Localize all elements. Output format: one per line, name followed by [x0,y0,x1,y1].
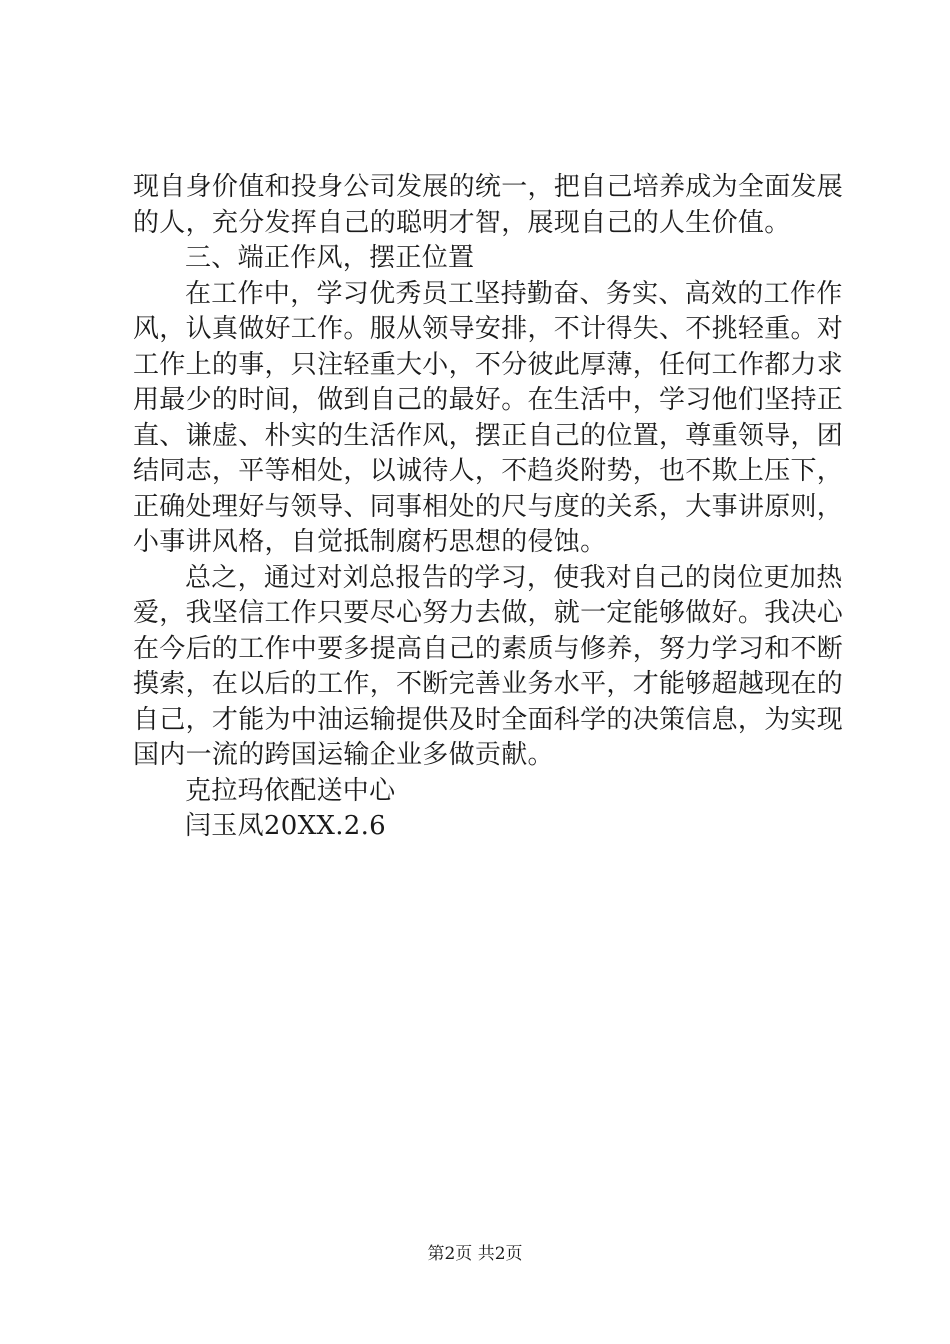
paragraph-line: 结同志，平等相处，以诚待人，不趋炎附势，也不欺上压下， [133,456,844,486]
paragraph-line: 爱，我坚信工作只要尽心努力去做，就一定能够做好。我决心 [133,598,844,628]
paragraph-line: 用最少的时间，做到自己的最好。在生活中，学习他们坚持正 [133,385,844,415]
paragraph-line: 的人，充分发挥自己的聪明才智，展现自己的人生价值。 [133,207,791,238]
signature-author-date: 闫玉凤20XX.2.6 [185,811,387,841]
paragraph-line: 总之，通过对刘总报告的学习，使我对自己的岗位更加热 [185,562,843,593]
signature-organization: 克拉玛依配送中心 [185,775,396,806]
paragraph-line: 风，认真做好工作。服从领导安排，不计得失、不挑轻重。对 [133,314,844,344]
paragraph-line: 国内一流的跨国运输企业多做贡献。 [133,740,554,770]
paragraph-line: 摸索，在以后的工作，不断完善业务水平，才能够超越现在的 [133,669,844,699]
paragraph-line: 现自身价值和投身公司发展的统一，把自己培养成为全面发展 [133,172,844,202]
paragraph-line: 自己，才能为中油运输提供及时全面科学的决策信息，为实现 [133,704,844,735]
paragraph-line: 小事讲风格，自觉抵制腐朽思想的侵蚀。 [133,527,607,557]
paragraph-line: 在今后的工作中要多提高自己的素质与修养，努力学习和不断 [133,633,844,664]
section-heading: 三、端正作风，摆正位置 [185,243,475,273]
paragraph-line: 在工作中，学习优秀员工坚持勤奋、务实、高效的工作作 [185,278,843,309]
paragraph-line: 直、谦虚、朴实的生活作风，摆正自己的位置，尊重领导，团 [133,420,844,451]
paragraph-line: 正确处理好与领导、同事相处的尺与度的关系，大事讲原则， [133,491,844,522]
page-footer: 第2页 共2页 [427,1244,523,1264]
document-body [133,170,844,845]
paragraph-line: 工作上的事，只注轻重大小，不分彼此厚薄，任何工作都力求 [133,349,844,380]
